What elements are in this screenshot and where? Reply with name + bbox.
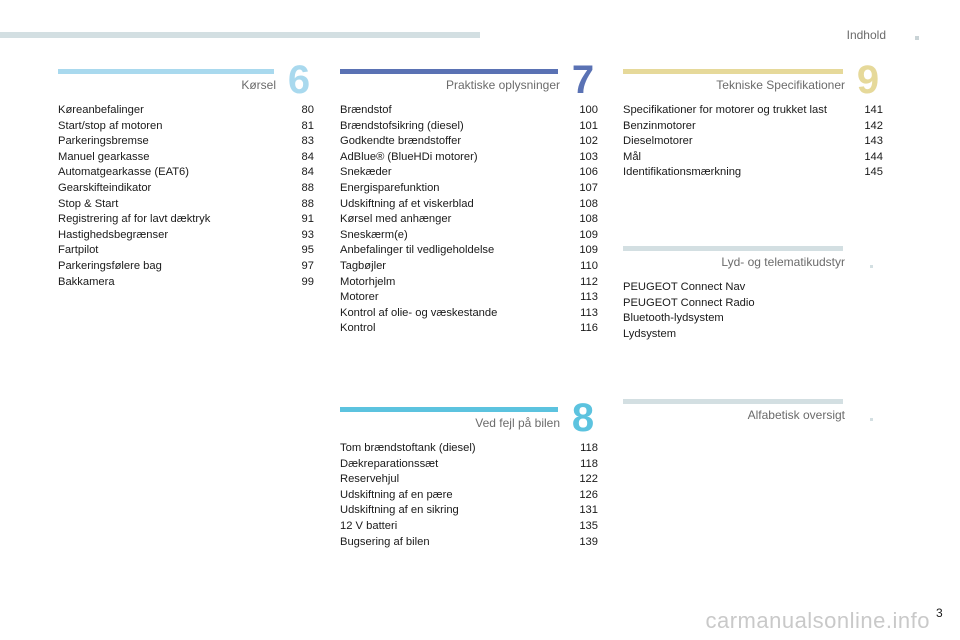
- toc-entry-label: Køreanbefalinger: [58, 104, 144, 116]
- section-ved-fejl-paa-bilen: [340, 396, 598, 556]
- section-item-list: [58, 103, 314, 290]
- toc-entry-page: 88: [301, 181, 314, 194]
- toc-entry-label: Identifikationsmærkning: [623, 166, 742, 179]
- toc-entry-label: Brændstofsikring (diesel): [340, 119, 464, 132]
- section-color-bar: [58, 69, 274, 74]
- toc-entry[interactable]: [340, 197, 598, 213]
- toc-entry-label: 12 V batteri: [340, 519, 398, 532]
- toc-entry-label: Motorhjelm: [340, 275, 396, 288]
- toc-entry[interactable]: [340, 306, 598, 322]
- toc-entry[interactable]: [623, 150, 883, 166]
- toc-entry-label: Lydsystem: [623, 327, 677, 340]
- toc-entry-page: 81: [301, 119, 314, 132]
- toc-entry-label: Stop & Start: [58, 197, 119, 210]
- toc-entry-page: 118: [580, 457, 598, 470]
- toc-entry-label: Fartpilot: [58, 244, 99, 257]
- top-header-bar: [0, 32, 480, 38]
- toc-entry-page: 106: [579, 166, 598, 179]
- section-item-list: [623, 103, 883, 181]
- toc-entry-label: Snekæder: [340, 166, 392, 179]
- toc-entry-page: 110: [580, 259, 598, 272]
- page-header-title: Indhold: [846, 28, 886, 42]
- toc-entry[interactable]: [623, 134, 883, 150]
- toc-entry-label: Automatgearkasse (EAT6): [58, 166, 189, 179]
- section-title: Ved fejl på bilen: [475, 416, 560, 430]
- toc-entry-label: Energisparefunktion: [340, 181, 440, 194]
- toc-entry[interactable]: [623, 119, 883, 135]
- toc-entry-label: Kontrol: [340, 322, 376, 335]
- section-item-list: [623, 280, 883, 342]
- toc-entry-label: PEUGEOT Connect Nav: [623, 281, 746, 293]
- toc-entry-label: Anbefalinger til vedligeholdelse: [340, 244, 495, 257]
- toc-entry[interactable]: [58, 259, 314, 275]
- toc-entry[interactable]: [340, 441, 598, 457]
- toc-entry[interactable]: [623, 165, 883, 181]
- toc-entry-page: 135: [579, 519, 598, 532]
- toc-entry-page: 84: [301, 166, 314, 179]
- toc-entry[interactable]: [340, 103, 598, 119]
- toc-entry-page: 102: [579, 135, 598, 148]
- toc-entry[interactable]: [340, 165, 598, 181]
- toc-entry[interactable]: [623, 311, 883, 327]
- toc-entry-label: Parkeringsfølere bag: [58, 259, 162, 272]
- toc-entry[interactable]: [340, 457, 598, 473]
- toc-entry-page: 100: [579, 104, 598, 116]
- toc-entry-page: 80: [301, 104, 314, 116]
- toc-entry[interactable]: [623, 103, 883, 119]
- toc-entry-label: Udskiftning af en pære: [340, 488, 453, 501]
- section-tekniske-specifikationer: [623, 58, 883, 188]
- section-title: Kørsel: [241, 78, 276, 92]
- watermark-text: carmanualsonline.info: [705, 608, 930, 633]
- toc-entry-label: Dækreparationssæt: [340, 457, 439, 470]
- toc-entry-label: Tom brændstoftank (diesel): [340, 442, 476, 454]
- toc-entry-page: 144: [864, 150, 883, 163]
- toc-entry-page: 113: [580, 306, 598, 319]
- toc-entry-page: 112: [580, 275, 598, 288]
- toc-entry[interactable]: [340, 119, 598, 135]
- toc-entry-page: 126: [579, 488, 598, 501]
- section-item-list: [340, 103, 598, 337]
- section-number: 7: [571, 58, 595, 102]
- toc-entry[interactable]: [623, 296, 883, 312]
- section-number: 6: [287, 58, 311, 102]
- toc-entry-page: 122: [579, 473, 598, 486]
- toc-entry[interactable]: [58, 228, 314, 244]
- toc-entry[interactable]: [58, 275, 314, 291]
- toc-entry[interactable]: [623, 327, 883, 343]
- toc-entry[interactable]: [340, 503, 598, 519]
- toc-entry[interactable]: [58, 181, 314, 197]
- toc-entry[interactable]: [340, 472, 598, 488]
- section-lyd-og-telematikudstyr: [623, 245, 883, 345]
- toc-entry-page: 142: [864, 119, 883, 132]
- toc-entry[interactable]: [58, 212, 314, 228]
- section-color-bar: [623, 246, 843, 251]
- section-color-bar: [340, 407, 558, 412]
- toc-entry[interactable]: [58, 103, 314, 119]
- section-color-bar: [340, 69, 558, 74]
- toc-entry-page: 84: [301, 150, 314, 163]
- toc-entry[interactable]: [340, 181, 598, 197]
- toc-entry-page: 118: [580, 442, 598, 454]
- section-item-list: [340, 441, 598, 550]
- toc-entry-page: 145: [864, 166, 883, 179]
- toc-entry-label: Kontrol af olie- og væskestande: [340, 306, 498, 319]
- toc-entry-label: Bakkamera: [58, 275, 115, 288]
- toc-entry-label: Mål: [623, 150, 642, 163]
- toc-entry[interactable]: [340, 275, 598, 291]
- toc-entry-page: 103: [579, 150, 598, 163]
- section-number: 9: [856, 58, 880, 102]
- toc-entry[interactable]: [58, 119, 314, 135]
- toc-entry-label: PEUGEOT Connect Radio: [623, 296, 755, 309]
- toc-entry-label: Godkendte brændstoffer: [340, 135, 462, 148]
- toc-entry-page: 113: [580, 291, 598, 304]
- toc-entry-label: Hastighedsbegrænser: [58, 228, 169, 241]
- section-title: Alfabetisk oversigt: [747, 408, 845, 422]
- toc-entry-page: 109: [579, 228, 598, 241]
- section-color-bar: [623, 399, 843, 404]
- toc-entry-label: Brændstof: [340, 104, 392, 116]
- toc-entry-label: AdBlue® (BlueHDi motorer): [340, 150, 478, 163]
- toc-entry-label: Udskiftning af en sikring: [340, 504, 459, 517]
- toc-entry[interactable]: [340, 290, 598, 306]
- toc-entry[interactable]: [340, 228, 598, 244]
- section-title: Tekniske Specifikationer: [716, 78, 845, 92]
- toc-entry[interactable]: [58, 150, 314, 166]
- toc-entry-page: 131: [579, 504, 598, 517]
- toc-entry[interactable]: [623, 280, 883, 296]
- toc-entry-label: Bugsering af bilen: [340, 535, 430, 548]
- toc-entry[interactable]: [340, 150, 598, 166]
- toc-entry-label: Parkeringsbremse: [58, 135, 149, 148]
- section-marker: [870, 418, 873, 421]
- toc-entry-label: Benzinmotorer: [623, 119, 696, 132]
- toc-entry-label: Specifikationer for motorer og trukket last: [623, 104, 827, 116]
- toc-entry-page: [879, 296, 883, 312]
- toc-entry-page: 143: [864, 135, 883, 148]
- section-title: Praktiske oplysninger: [445, 78, 560, 92]
- toc-entry[interactable]: [340, 321, 598, 337]
- toc-entry-page: 109: [579, 244, 598, 257]
- toc-entry-page: [879, 311, 883, 327]
- toc-entry-label: Gearskifteindikator: [58, 181, 152, 194]
- toc-entry-page: 99: [301, 275, 314, 288]
- toc-entry-label: Manuel gearkasse: [58, 150, 150, 163]
- toc-entry-page: 91: [301, 213, 314, 226]
- toc-entry[interactable]: [58, 197, 314, 213]
- section-number: 8: [571, 396, 595, 440]
- toc-entry-page: 93: [301, 228, 314, 241]
- toc-entry-page: 141: [864, 104, 883, 116]
- toc-entry-page: 108: [579, 197, 598, 210]
- toc-entry[interactable]: [340, 535, 598, 551]
- section-praktiske-oplysninger: [340, 58, 598, 348]
- toc-entry[interactable]: [58, 134, 314, 150]
- toc-entry-page: 97: [301, 259, 314, 272]
- toc-entry-page: [879, 327, 883, 343]
- toc-entry-page: 108: [579, 213, 598, 226]
- toc-entry-page: 116: [580, 322, 598, 335]
- section-title: Lyd- og telematikudstyr: [721, 255, 845, 269]
- toc-entry[interactable]: [340, 134, 598, 150]
- toc-entry-page: 107: [579, 181, 598, 194]
- toc-entry-label: Dieselmotorer: [623, 135, 693, 148]
- toc-entry-page: 95: [301, 244, 314, 257]
- toc-entry[interactable]: [340, 519, 598, 535]
- toc-entry[interactable]: [340, 243, 598, 259]
- toc-entry-label: Registrering af for lavt dæktryk: [58, 213, 211, 226]
- toc-entry-page: 83: [301, 135, 314, 148]
- toc-entry-label: Reservehjul: [340, 473, 400, 486]
- toc-entry[interactable]: [58, 243, 314, 259]
- toc-entry[interactable]: [58, 165, 314, 181]
- toc-entry-label: Bluetooth-lydsystem: [623, 312, 724, 325]
- toc-entry-page: 101: [579, 119, 598, 132]
- section-color-bar: [623, 69, 843, 74]
- toc-entry-page: 139: [579, 535, 598, 548]
- section-marker: [870, 265, 873, 268]
- header-marker: [915, 36, 919, 40]
- toc-entry[interactable]: [340, 488, 598, 504]
- toc-entry[interactable]: [340, 212, 598, 228]
- toc-entry-label: Sneskærm(e): [340, 228, 408, 241]
- section-alfabetisk-oversigt: [623, 398, 883, 438]
- toc-entry-label: Motorer: [340, 291, 379, 304]
- toc-entry-label: Udskiftning af et viskerblad: [340, 197, 474, 210]
- section-korsel: [58, 58, 314, 298]
- toc-entry[interactable]: [340, 259, 598, 275]
- toc-entry-page: 88: [301, 197, 314, 210]
- footer-page-number: 3: [936, 606, 943, 620]
- toc-entry-label: Tagbøjler: [340, 259, 387, 272]
- toc-entry-label: Kørsel med anhænger: [340, 213, 452, 226]
- toc-entry-page: [879, 280, 883, 296]
- toc-entry-label: Start/stop af motoren: [58, 119, 163, 132]
